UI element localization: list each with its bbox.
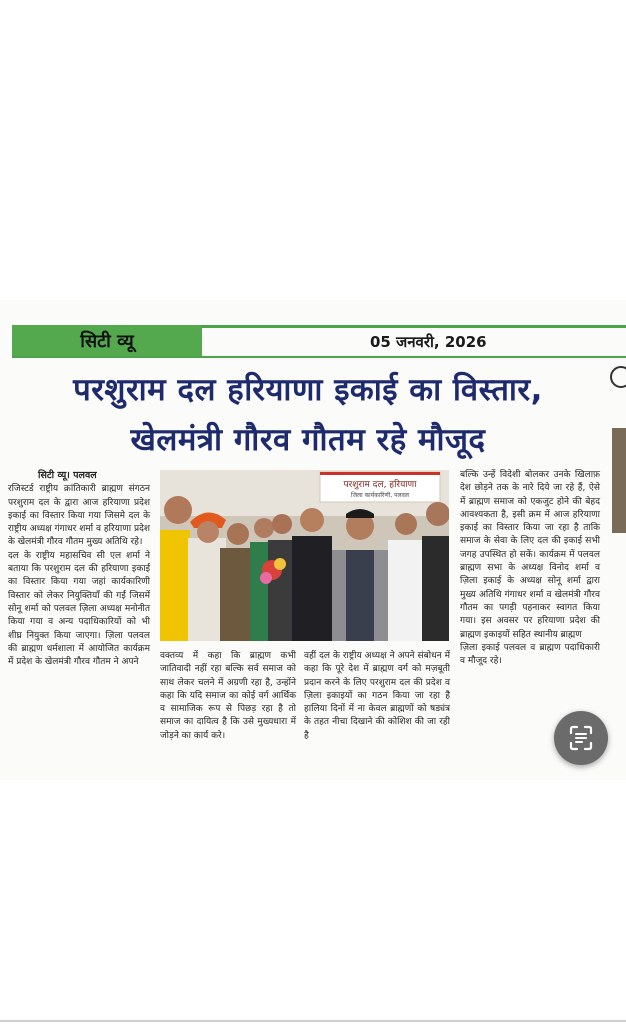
article-column-1 bbox=[8, 469, 150, 669]
news-photo-illustration bbox=[160, 470, 449, 641]
headline-line-2: खेलमंत्री गौरव गौतम रहे मौजूद bbox=[130, 422, 486, 458]
article-column-3 bbox=[304, 650, 450, 743]
section-header-rule bbox=[12, 356, 626, 358]
article-column-4 bbox=[460, 469, 600, 668]
article-column-2 bbox=[160, 650, 296, 743]
news-photo bbox=[160, 470, 449, 641]
page-bottom-edge bbox=[0, 1020, 626, 1022]
article-paragraph: रजिस्टर्ड राष्ट्रीय क्रांतिकारी ब्राह्मण संगठन परशुराम दल के द्वारा आज हरियाणा प्रदेश इकाई का विस्तार किया गया जिसमे दल के राष्ट्रीय अध्यक्ष गंगाधर शर्मा व हरियाणा प्रदेश के खेलमंत्री गौरव गौतम मुख्य अतिथि रहे। bbox=[8, 484, 150, 548]
adjacent-page-photo bbox=[612, 428, 626, 533]
article-paragraph: वहीं दल के राष्ट्रीय अध्यक्ष ने अपने संबोधन में कहा कि पूरे देश में ब्राह्मण वर्ग को मज़बूती प्रदान करने के लिए परशुराम दल की प्रदेश व ज़िला इकाइयों का गठन किया जा रहा है हालिया दिनों में ना केवल ब्राह्मणों को षड्यंत्र के तहत नीचा दिखाने की कोशिश की जा रही है bbox=[304, 651, 450, 741]
article-paragraph: दल के राष्ट्रीय महासचिव सी एल शर्मा ने बताया कि परशुराम दल की हरियाणा इकाई का विस्तार किया गया जहां कार्यकारिणी विस्तार को लेकर नियुक्तियाँ की गईं जिसमें सोनू शर्मा को पलवल ज़िला अध्यक्ष मनोनीत किया गया व अन्य पदाधिकारियों को भी शीघ्र नियुक्त किया जाएगा। ज़िला पलवल की ब्राह्मण धर्मशाला में आयोजित कार्यक्रम में प्रदेश के खेलमंत्री गौरव गौतम ने अपने bbox=[8, 550, 150, 668]
byline: सिटी व्यू। पलवल bbox=[38, 470, 97, 481]
article-paragraph: ज़िला इकाई पलवल व ब्राह्मण पदाधिकारी व मौजूद रहे। bbox=[460, 642, 600, 667]
article-paragraph: बल्कि उन्हें विदेशी बोलकर उनके खिलाफ़ देश छोड़ने तक के नारे दिये जा रहे हैं, ऐसे में ब्राह्मण समाज को एकजुट होने की बेहद आवश्यकता है, इसी क्रम में आज हरियाणा इकाई का विस्तार किया जा रहा है ताकि समाज के सेवा के लिए दल की इकाई सभी जगह उपस्थित हो सकें। कार्यक्रम में पलवल ब्राह्मण सभा के अध्यक्ष विनोद शर्मा व ज़िला इकाई के अध्यक्ष सोनू शर्मा द्वारा मुख्य अतिथि गंगाधर शर्मा व खेलमंत्री गौरव गौतम का पगड़ी पहनाकर स्वागत किया गया। इस अवसर पर हरियाणा प्रदेश की ब्राह्मण इकाइयों सहित स्थानीय ब्राह्मण bbox=[460, 470, 600, 640]
text-scan-icon bbox=[554, 711, 608, 765]
section-label: सिटी व्यू bbox=[80, 331, 134, 352]
text-scan-button[interactable] bbox=[554, 711, 608, 765]
banner-subtext: जिला कार्यकारिणी, पलवल bbox=[351, 492, 409, 499]
headline-line-1: परशुराम दल हरियाणा इकाई का विस्तार, bbox=[73, 372, 543, 408]
people-group bbox=[160, 496, 449, 641]
article-paragraph: वक्तव्य में कहा कि ब्राह्मण कभी जातिवादी नहीं रहा बल्कि सर्व समाज को साथ लेकर चलने में अग्रणी रहा है, उन्होंने कहा कि यदि समाज का कोई वर्ग आर्थिक व सामाजिक रूप से पिछड़ रहा है तो समाज का दायित्व है कि उसे मुख्यधारा में जोड़ने का कार्य करे। bbox=[160, 651, 296, 741]
camera-lens-icon bbox=[610, 366, 626, 388]
issue-date: 05 जनवरी, 2026 bbox=[370, 333, 487, 351]
banner-text: परशुराम दल, हरियाणा bbox=[343, 480, 417, 490]
